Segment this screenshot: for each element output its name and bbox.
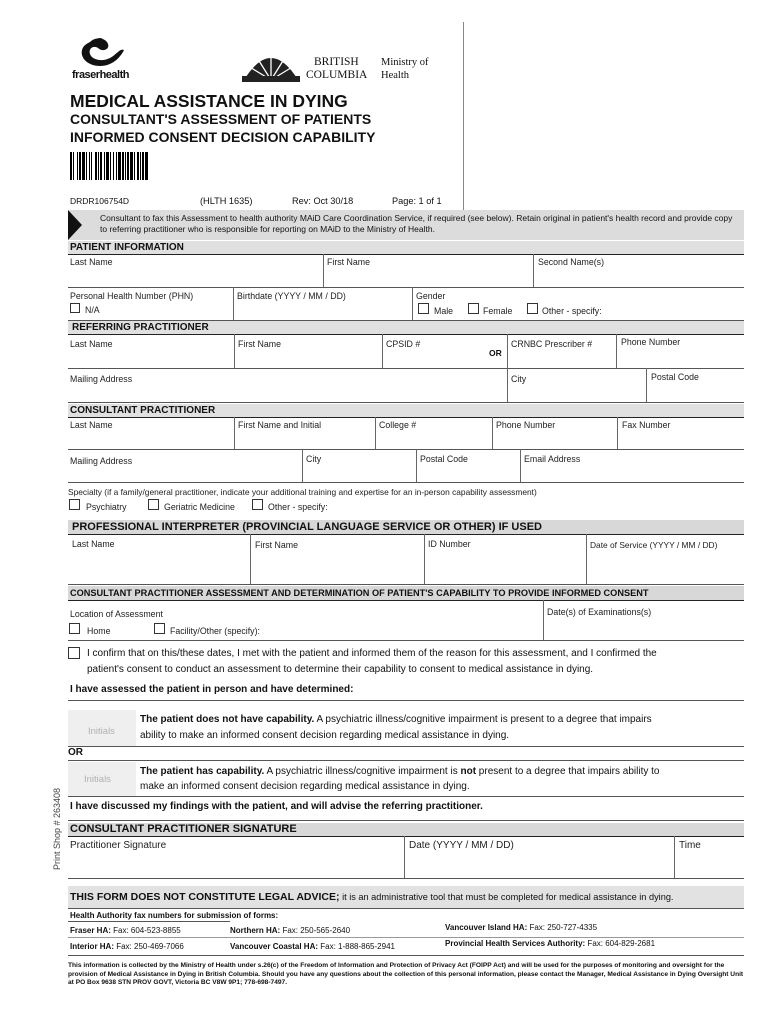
patient-last-name-label: Last Name: [70, 257, 113, 267]
interior-fax-number: Fax: 250-469-7066: [114, 942, 184, 951]
fax-heading: Health Authority fax numbers for submission of forms:: [70, 911, 279, 920]
confirm-line-2: patient's consent to conduct an assessment to determine their capability to consent to medical assistance in dying.: [87, 664, 594, 675]
con-last-name-label: Last Name: [70, 420, 113, 430]
gender-male-checkbox[interactable]: [418, 303, 429, 314]
signature-time-label: Time: [679, 840, 701, 851]
arrow-icon: [68, 210, 82, 240]
fraser-fax: [70, 926, 181, 935]
northern-fax: [230, 926, 350, 935]
bc-line2: COLUMBIA: [306, 69, 368, 81]
gender-female-checkbox[interactable]: [468, 303, 479, 314]
ref-mailing-label: Mailing Address: [70, 374, 133, 384]
int-first-name-label: First Name: [255, 540, 299, 550]
interpreter-heading: PROFESSIONAL INTERPRETER (PROVINCIAL LANGUAGE SERVICE OR OTHER) IF USED: [68, 520, 744, 534]
con-fax-label: Fax Number: [622, 420, 671, 430]
home-checkbox[interactable]: [69, 623, 80, 634]
con-first-name-label: First Name and Initial: [238, 420, 322, 430]
initials-box-has-capability[interactable]: [68, 762, 136, 796]
vi-fax-label: Vancouver Island HA:: [445, 923, 528, 932]
ref-or-label: OR: [489, 348, 502, 358]
con-college-label: College #: [379, 420, 417, 430]
interior-fax-label: Interior HA:: [70, 942, 114, 951]
instruction-banner: [68, 210, 744, 240]
dates-exam-label: Date(s) of Examinations(s): [547, 607, 652, 617]
gender-male-label: Male: [434, 306, 454, 316]
vch-fax: [230, 942, 395, 951]
int-last-name-label: Last Name: [72, 539, 115, 549]
ministry-label: [381, 56, 429, 82]
psychiatry-checkbox[interactable]: [69, 499, 80, 510]
int-date-label: Date of Service (YYYY / MM / DD): [590, 540, 718, 550]
ref-crnbc-label: CRNBC Prescriber #: [511, 339, 593, 349]
ref-first-name-label: First Name: [238, 339, 282, 349]
home-label: Home: [87, 626, 111, 636]
fraser-fax-label: Fraser HA:: [70, 926, 111, 935]
geriatric-checkbox[interactable]: [148, 499, 159, 510]
discussed-statement: I have discussed my findings with the patient, and will advise the referring practitioner.: [70, 801, 483, 812]
signature-heading: CONSULTANT PRACTITIONER SIGNATURE: [68, 823, 744, 836]
legal-bold: THIS FORM DOES NOT CONSTITUTE LEGAL ADVICE;: [70, 891, 340, 903]
phn-na-label: N/A: [85, 305, 100, 315]
phsa-fax-number: Fax: 604-829-2681: [585, 939, 656, 948]
ref-cpsid-label: CPSID #: [386, 339, 421, 349]
vch-fax-number: Fax: 1-888-865-2941: [318, 942, 395, 951]
con-phone-label: Phone Number: [496, 420, 556, 430]
facility-checkbox[interactable]: [154, 623, 165, 634]
form-code: DRDR106754D: [70, 196, 130, 206]
vi-fax-number: Fax: 250-727-4335: [527, 923, 598, 932]
patient-heading: PATIENT INFORMATION: [68, 241, 744, 254]
location-label: Location of Assessment: [70, 609, 163, 619]
no-capability-line-1: [140, 714, 652, 725]
instruction-text: Consultant to fax this Assessment to health authority MAiD Care Coordination Service, if required (see below). Retain original in patient's health record and provide copy to referring practitioner who is responsible for reporting on MAiD to the Ministry of Health.: [100, 213, 733, 234]
ref-city-label: City: [511, 374, 527, 384]
con-email-label: Email Address: [524, 454, 581, 464]
form-subtitle-2: INFORMED CONSENT DECISION CAPABILITY: [70, 129, 376, 145]
gender-female-label: Female: [483, 306, 513, 316]
vch-fax-label: Vancouver Coastal HA:: [230, 942, 319, 951]
no-capability-line-2: ability to make an informed consent decision regarding medical assistance in dying.: [140, 730, 510, 741]
northern-fax-number: Fax: 250-565-2640: [280, 926, 351, 935]
gender-other-label: Other - specify:: [542, 306, 602, 316]
phsa-fax-label: Provincial Health Services Authority:: [445, 939, 586, 948]
patient-first-name-label: First Name: [327, 257, 371, 267]
form-title: MEDICAL ASSISTANCE IN DYING: [70, 91, 348, 111]
birthdate-label: Birthdate (YYYY / MM / DD): [237, 291, 346, 301]
hlth-code: (HLTH 1635): [200, 196, 253, 206]
ministry-line1: Ministry of: [381, 57, 429, 68]
specialty-other-checkbox[interactable]: [252, 499, 263, 510]
initials-placeholder-1: Initials: [88, 726, 115, 737]
phn-label: Personal Health Number (PHN): [70, 291, 194, 301]
interior-fax: [70, 942, 184, 951]
determination-heading: CONSULTANT PRACTITIONER ASSESSMENT AND DETERMINATION OF PATIENT'S CAPABILITY TO PROVIDE INFORMED CONSENT: [68, 586, 744, 600]
con-mailing-label: Mailing Address: [70, 456, 133, 466]
header-divider: [463, 22, 464, 210]
confirm-line-1: I confirm that on this/these dates, I met with the patient and informed them of the reason for this assessment, and I confirmed the: [87, 648, 657, 659]
fraser-health-logo: [72, 36, 132, 82]
signature-date-label: Date (YYYY / MM / DD): [409, 840, 514, 851]
legal-text: it is an administrative tool that must be completed for medical assistance in dying.: [339, 892, 674, 902]
ref-postal-label: Postal Code: [651, 372, 699, 382]
revision-date: Rev: Oct 30/18: [292, 196, 354, 206]
int-id-label: ID Number: [428, 539, 471, 549]
no-capability-text1: A psychiatric illness/cognitive impairment is present to a degree that impairs: [314, 714, 652, 725]
has-capability-line-2: make an informed consent decision regarding medical assistance in dying.: [140, 781, 470, 792]
initials-box-no-capability[interactable]: [68, 710, 136, 746]
ministry-line2: Health: [381, 70, 409, 81]
has-capability-bold: The patient has capability.: [140, 766, 265, 777]
con-city-label: City: [306, 454, 322, 464]
print-shop-label: Print Shop # 263408: [52, 787, 62, 870]
fraser-fax-number: Fax: 604-523-8855: [110, 926, 181, 935]
has-capability-not: not: [460, 766, 477, 777]
con-postal-label: Postal Code: [420, 454, 468, 464]
initials-placeholder-2: Initials: [84, 774, 111, 785]
signature-label: Practitioner Signature: [70, 840, 167, 851]
gender-other-checkbox[interactable]: [527, 303, 538, 314]
specialty-other-label: Other - specify:: [268, 502, 328, 512]
northern-fax-label: Northern HA:: [230, 926, 281, 935]
specialty-label: Specialty (if a family/general practitioner, indicate your additional training and expertise for an in-person capability assessment): [68, 487, 537, 497]
privacy-notice: This information is collected by the Ministry of Health under s.26(c) of the Freedom of Information and Protection of Privacy Act (FOIPP Act) and will be used for the purposes of monitoring and oversight for the provision of Medical Assistance in Dying in British Columbia. Should you have any questions about the collection of this personal information, please contact the Manager, Medical Assistance in Dying Oversight Unit at PO Box 9638 STN PROV GOVT, Victoria BC V8W 9P1; 778-698-7497.: [68, 962, 744, 986]
phsa-fax: [445, 939, 655, 948]
or-separator: OR: [68, 747, 83, 758]
has-capability-text1a: A psychiatric illness/cognitive impairment is: [264, 766, 461, 777]
fraser-health-wordmark: fraserhealth: [72, 69, 129, 81]
bc-line1: BRITISH: [314, 56, 359, 68]
ref-last-name-label: Last Name: [70, 339, 113, 349]
ref-phone-label: Phone Number: [621, 337, 681, 347]
barcode: [70, 152, 192, 180]
form-subtitle-1: CONSULTANT'S ASSESSMENT OF PATIENTS: [70, 111, 372, 127]
has-capability-line-1: [140, 766, 659, 777]
patient-second-names-label: Second Name(s): [538, 257, 605, 267]
bc-government-logo: [238, 42, 304, 84]
phn-na-checkbox[interactable]: [70, 303, 80, 313]
assessed-statement: I have assessed the patient in person and have determined:: [70, 684, 354, 695]
geriatric-label: Geriatric Medicine: [164, 502, 235, 512]
bc-wordmark: [306, 56, 367, 82]
gender-label: Gender: [416, 291, 446, 301]
referring-heading: REFERRING PRACTITIONER: [68, 321, 744, 334]
no-capability-bold: The patient does not have capability.: [140, 714, 315, 725]
vi-fax: [445, 923, 597, 932]
has-capability-text1b: present to a degree that impairs ability to: [476, 766, 660, 777]
legal-disclaimer: [68, 886, 744, 908]
confirm-checkbox[interactable]: [68, 647, 80, 659]
psychiatry-label: Psychiatry: [86, 502, 127, 512]
consultant-heading: CONSULTANT PRACTITIONER: [68, 404, 744, 417]
facility-label: Facility/Other (specify):: [170, 626, 260, 636]
page-number: Page: 1 of 1: [392, 196, 442, 206]
